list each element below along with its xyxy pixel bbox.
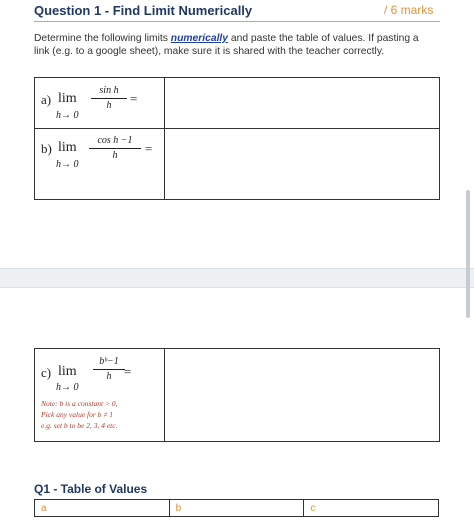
question-c-approach: h→ 0 xyxy=(56,382,79,393)
question-b-fraction-bar xyxy=(89,148,141,149)
question-a-approach: h→ 0 xyxy=(56,110,79,121)
question-c-note-line-1: Note: b is a constant > 0, xyxy=(41,399,118,408)
question-title: Question 1 - Find Limit Numerically xyxy=(34,3,253,18)
page-break-band xyxy=(0,268,474,288)
marks-label: / 6 marks xyxy=(384,3,434,17)
values-column-a[interactable]: a xyxy=(35,500,170,517)
values-column-b[interactable]: b xyxy=(169,500,304,517)
question-b-denominator: h xyxy=(112,150,118,161)
question-b-lim: lim xyxy=(58,140,77,155)
question-c-fraction-bar xyxy=(93,369,125,370)
answer-a-cell[interactable] xyxy=(165,78,440,129)
question-b-approach: h→ 0 xyxy=(56,159,79,170)
question-b-numerator: cos h −1 xyxy=(97,135,133,146)
question-b-equals: = xyxy=(145,141,153,156)
instructions-emphasis: numerically xyxy=(170,33,229,44)
question-a-label: a) xyxy=(41,92,52,107)
question-a-numerator: sin h xyxy=(99,85,119,96)
instructions-after: and paste the table of values. If pasting a link (e.g. to a google sheet), make sure it is shared with the teacher correctly. xyxy=(34,33,419,57)
question-b-expression xyxy=(35,129,164,199)
question-c-expression xyxy=(35,349,164,441)
table-of-values xyxy=(34,499,439,517)
answer-b-cell[interactable] xyxy=(165,129,440,200)
answer-c-cell[interactable] xyxy=(165,349,440,442)
question-a-lim: lim xyxy=(58,91,77,106)
table-of-values-row xyxy=(35,500,439,517)
values-column-c[interactable]: c xyxy=(304,500,439,517)
question-c-note-line-2: Pick any value for b ≠ 1 xyxy=(41,410,114,419)
question-b-label: b) xyxy=(41,141,52,156)
question-a-cell xyxy=(35,78,165,129)
question-b-cell xyxy=(35,129,165,200)
question-c-cell xyxy=(35,349,165,442)
question-c-denominator: h xyxy=(106,371,112,382)
questions-table-c xyxy=(34,348,440,442)
question-a-fraction-bar xyxy=(91,98,127,99)
question-a-equals: = xyxy=(130,91,138,106)
instructions-text xyxy=(34,32,434,58)
question-c-note-line-3: e.g. set b to be 2, 3, 4 etc. xyxy=(41,421,118,430)
questions-table-ab xyxy=(34,77,440,200)
question-c-numerator: bʰ−1 xyxy=(99,356,119,367)
question-c-equals: = xyxy=(124,364,132,379)
question-a-denominator: h xyxy=(106,100,112,111)
question-c-lim: lim xyxy=(58,364,77,379)
title-divider xyxy=(34,21,440,22)
question-c-label: c) xyxy=(41,365,52,380)
scrollbar-thumb[interactable] xyxy=(466,190,470,318)
table-of-values-title: Q1 - Table of Values xyxy=(34,482,148,496)
question-a-expression xyxy=(35,78,164,128)
instructions-before: Determine the following limits xyxy=(34,33,171,44)
